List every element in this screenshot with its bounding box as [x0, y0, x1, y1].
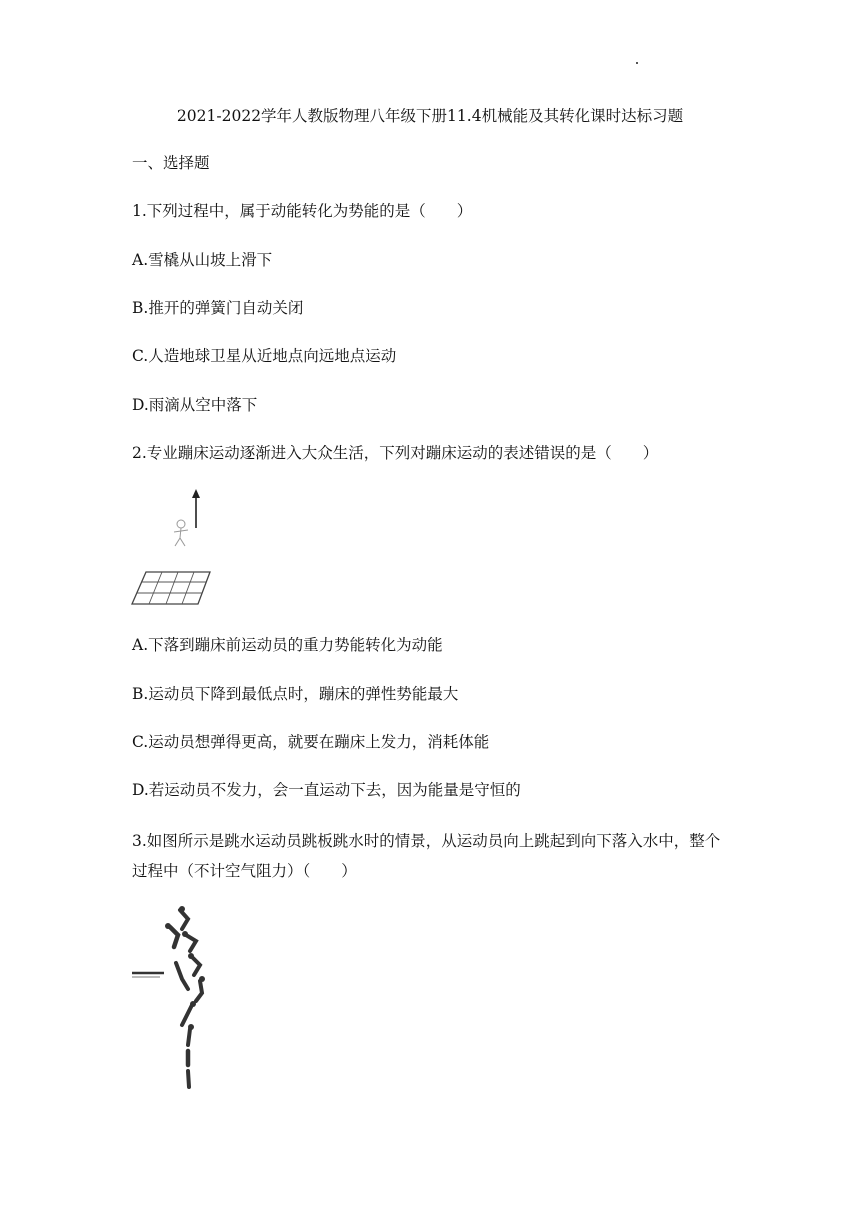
q1-option-d: D.雨滴从空中落下	[132, 396, 258, 414]
q2-option-d: D.若运动员不发力，会一直运动下去，因为能量是守恒的	[132, 781, 521, 799]
q2-option-c: C.运动员想弹得更高，就要在蹦床上发力，消耗体能	[132, 733, 490, 751]
page-dot	[636, 62, 638, 64]
q2-stem: 2.专业蹦床运动逐渐进入大众生活，下列对蹦床运动的表述错误的是（ ）	[132, 444, 659, 462]
q3-stem: 3.如图所示是跳水运动员跳板跳水时的情景，从运动员向上跳起到向下落入水中，整个过程中（不计空气阻力）（ ）	[132, 832, 721, 880]
q2-option-a: A.下落到蹦床前运动员的重力势能转化为动能	[132, 636, 443, 654]
q2-option-b: B.运动员下降到最低点时，蹦床的弹性势能最大	[132, 685, 459, 703]
document-title: 2021-2022学年人教版物理八年级下册11.4机械能及其转化课时达标习题	[176, 107, 684, 125]
section-heading: 一、选择题	[132, 154, 210, 172]
q1-option-a: A.雪橇从山坡上滑下	[132, 251, 273, 269]
q1-option-c: C.人造地球卫星从近地点向远地点运动	[132, 347, 397, 365]
diving-figure	[130, 905, 220, 1095]
trampoline-figure	[128, 488, 218, 608]
q1-option-b: B.推开的弹簧门自动关闭	[132, 299, 304, 317]
q1-stem: 1.下列过程中，属于动能转化为势能的是（ ）	[132, 202, 473, 220]
